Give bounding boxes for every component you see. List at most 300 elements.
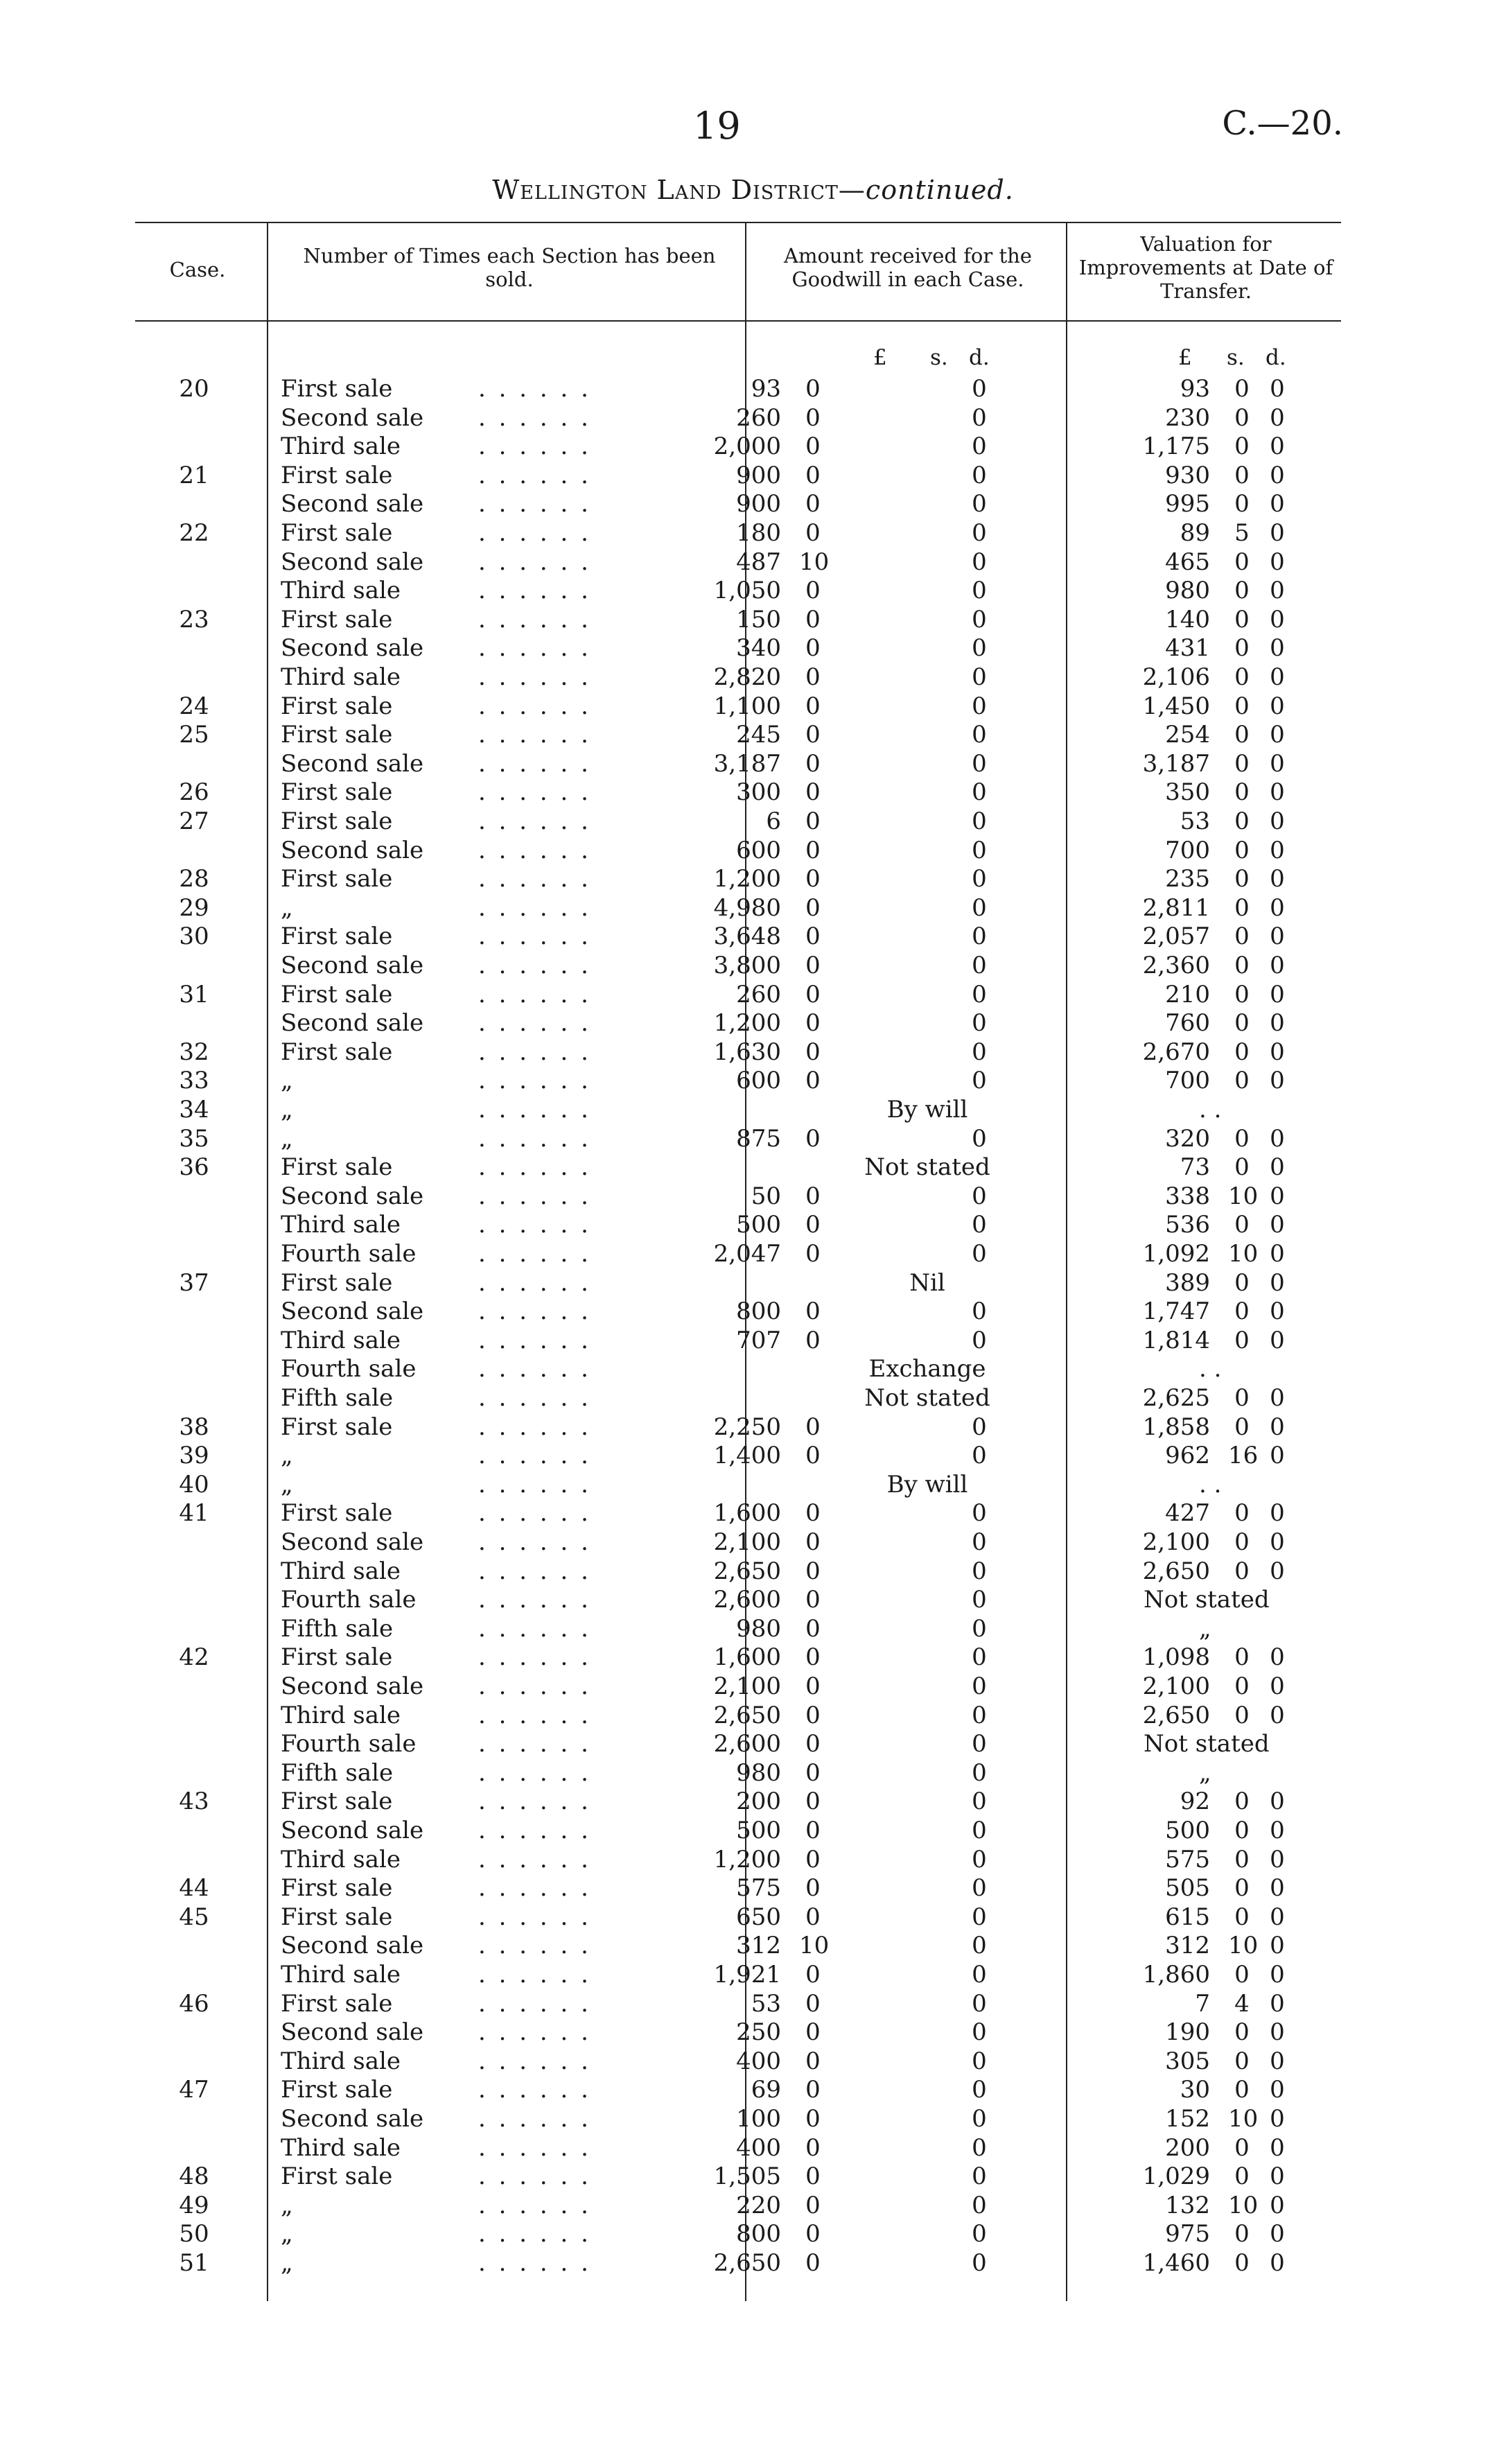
- valuation-note: Not stated: [1144, 1730, 1270, 1758]
- amount-pence: 0: [972, 490, 987, 518]
- valuation-pounds: 312: [1165, 1932, 1210, 1960]
- valuation-pounds: 1,814: [1142, 1326, 1210, 1354]
- valuation-pence: 0: [1270, 403, 1285, 432]
- sale-label: First sale: [281, 519, 393, 547]
- amount-pounds: 180: [736, 519, 781, 547]
- district-name: Wellington Land District: [492, 175, 839, 205]
- table-row: [0, 692, 1506, 721]
- valuation-pounds: 2,106: [1142, 663, 1210, 691]
- case-number: 36: [179, 1153, 209, 1182]
- amount-pounds: 300: [736, 778, 781, 807]
- table-row: [0, 2191, 1506, 2220]
- valuation-pence: 0: [1270, 605, 1285, 634]
- valuation-pence: 0: [1270, 2105, 1285, 2133]
- valuation-pounds: 210: [1165, 980, 1210, 1008]
- table-row: [0, 1441, 1506, 1470]
- amount-shillings-unit: s.: [930, 345, 948, 370]
- amount-pounds: 1,200: [713, 1845, 781, 1873]
- leader-dots: . . . . . .: [478, 836, 591, 864]
- valuation-pence: 0: [1270, 2162, 1285, 2191]
- amount-shillings: 0: [805, 1758, 821, 1787]
- table-row: [0, 1528, 1506, 1557]
- sale-label: Second sale: [281, 836, 424, 864]
- table-row: [0, 720, 1506, 749]
- valuation-shillings: 0: [1234, 663, 1250, 691]
- valuation-pence: 0: [1270, 1701, 1285, 1729]
- case-number: 38: [179, 1413, 209, 1441]
- valuation-pence: 0: [1270, 1038, 1285, 1066]
- sale-label: First sale: [281, 1413, 393, 1441]
- valuation-pounds: 975: [1165, 2220, 1210, 2248]
- amount-pence: 0: [972, 778, 987, 807]
- valuation-pence: 0: [1270, 1384, 1285, 1412]
- leader-dots: . . . . . .: [478, 1384, 591, 1412]
- valuation-pounds: 92: [1180, 1788, 1210, 1816]
- table-row: [0, 1153, 1506, 1182]
- valuation-pence: 0: [1270, 2220, 1285, 2248]
- sale-label: First sale: [281, 2162, 393, 2191]
- sale-label: Second sale: [281, 1297, 424, 1326]
- amount-shillings: 0: [805, 1240, 821, 1268]
- sale-label: Third sale: [281, 577, 401, 605]
- amount-pence: 0: [972, 1009, 987, 1038]
- sale-label: „: [281, 1067, 293, 1095]
- amount-pounds: 1,600: [713, 1643, 781, 1672]
- sale-label: Second sale: [281, 952, 424, 979]
- amount-pence-unit: d.: [969, 345, 990, 370]
- valuation-shillings: 0: [1234, 980, 1250, 1008]
- valuation-pence: 0: [1270, 1817, 1285, 1844]
- valuation-pounds: 427: [1165, 1499, 1210, 1528]
- amount-shillings: 0: [805, 519, 821, 547]
- leader-dots: . . . . . .: [478, 1124, 591, 1153]
- amount-pounds: 2,650: [713, 2249, 781, 2277]
- valuation-shillings: 0: [1234, 1701, 1250, 1729]
- amount-pence: 0: [972, 605, 987, 634]
- sale-label: „: [281, 1470, 293, 1499]
- amount-pence: 0: [972, 519, 987, 547]
- leader-dots: . . . . . .: [478, 1182, 591, 1210]
- page-number: 19: [693, 104, 741, 148]
- case-number: 32: [179, 1038, 209, 1066]
- sale-label: Third sale: [281, 1557, 401, 1585]
- amount-shillings: 0: [805, 1672, 821, 1700]
- valuation-pence: 0: [1270, 1124, 1285, 1153]
- amount-pence: 0: [972, 836, 987, 864]
- sale-label: „: [281, 1124, 293, 1153]
- valuation-pence: 0: [1270, 1211, 1285, 1239]
- table-row: [0, 2104, 1506, 2133]
- sale-label: Third sale: [281, 2047, 401, 2075]
- valuation-shillings: 0: [1234, 1153, 1250, 1182]
- leader-dots: . . . . . .: [478, 1499, 591, 1528]
- table-row: [0, 1297, 1506, 1326]
- valuation-shillings: 0: [1234, 403, 1250, 432]
- amount-shillings: 0: [805, 375, 821, 403]
- case-number: 42: [179, 1643, 209, 1672]
- amount-pence: 0: [972, 403, 987, 432]
- valuation-pence: 0: [1270, 1297, 1285, 1326]
- sale-label: Second sale: [281, 1817, 424, 1844]
- valuation-pence: 0: [1270, 1268, 1285, 1297]
- amount-note: Not stated: [864, 1384, 990, 1412]
- amount-shillings: 0: [805, 1730, 821, 1758]
- valuation-note: „: [1199, 1758, 1211, 1787]
- valuation-shillings: 0: [1234, 548, 1250, 576]
- leader-dots: . . . . . .: [478, 721, 591, 749]
- table-row: [0, 1614, 1506, 1643]
- leader-dots: . . . . . .: [478, 1701, 591, 1729]
- valuation-pounds: 2,100: [1142, 1528, 1210, 1556]
- case-number: 31: [179, 980, 209, 1008]
- amount-shillings: 0: [805, 1961, 821, 1989]
- amount-shillings: 0: [805, 1038, 821, 1066]
- leader-dots: . . . . . .: [478, 2162, 591, 2191]
- sale-label: Second sale: [281, 1932, 424, 1960]
- valuation-pounds: 338: [1165, 1182, 1210, 1210]
- case-number: 28: [179, 865, 209, 893]
- amount-pence: 0: [972, 1182, 987, 1210]
- leader-dots: . . . . . .: [478, 749, 591, 778]
- case-number: 30: [179, 923, 209, 951]
- table-row: [0, 2248, 1506, 2278]
- valuation-shillings: 0: [1234, 1211, 1250, 1239]
- table-row: [0, 1182, 1506, 1211]
- sale-label: First sale: [281, 721, 393, 749]
- amount-pounds: 100: [736, 2105, 781, 2133]
- amount-shillings: 0: [805, 461, 821, 489]
- amount-shillings: 0: [805, 1326, 821, 1354]
- valuation-pounds: 2,100: [1142, 1672, 1210, 1700]
- amount-shillings: 10: [799, 1932, 830, 1960]
- valuation-pence: 0: [1270, 923, 1285, 951]
- valuation-shillings: 0: [1234, 1038, 1250, 1066]
- valuation-shillings: 0: [1234, 432, 1250, 461]
- valuation-shillings: 0: [1234, 1817, 1250, 1844]
- amount-pounds: 2,250: [713, 1413, 781, 1441]
- amount-pounds: 875: [736, 1124, 781, 1153]
- sale-label: First sale: [281, 461, 393, 489]
- table-top-rule: [135, 222, 1341, 223]
- leader-dots: . . . . . .: [478, 1413, 591, 1441]
- amount-pounds: 900: [736, 490, 781, 518]
- amount-shillings: 0: [805, 605, 821, 634]
- valuation-shillings: 0: [1234, 1326, 1250, 1354]
- valuation-shillings: 0: [1234, 634, 1250, 663]
- valuation-pounds: 465: [1165, 548, 1210, 576]
- valuation-shillings: 0: [1234, 952, 1250, 979]
- amount-pence: 0: [972, 1903, 987, 1931]
- valuation-shillings: 10: [1228, 1240, 1259, 1268]
- sale-label: Second sale: [281, 2105, 424, 2133]
- valuation-pounds: 1,092: [1142, 1240, 1210, 1268]
- table-row: [0, 634, 1506, 663]
- amount-pounds: 1,200: [713, 865, 781, 893]
- case-number: 45: [179, 1903, 209, 1931]
- sale-label: „: [281, 1442, 293, 1470]
- valuation-shillings: 0: [1234, 2047, 1250, 2075]
- amount-pence: 0: [972, 663, 987, 691]
- valuation-pounds: 93: [1180, 375, 1210, 403]
- amount-pounds: 487: [736, 548, 781, 576]
- valuation-note: . .: [1199, 1355, 1222, 1383]
- amount-pence: 0: [972, 548, 987, 576]
- valuation-pence: 0: [1270, 1499, 1285, 1528]
- case-number: 37: [179, 1268, 209, 1297]
- case-number: 50: [179, 2220, 209, 2248]
- valuation-pounds: 1,029: [1142, 2162, 1210, 2191]
- case-number: 20: [179, 375, 209, 403]
- sale-label: „: [281, 2191, 293, 2219]
- sale-label: First sale: [281, 1643, 393, 1672]
- leader-dots: . . . . . .: [478, 1932, 591, 1960]
- amount-shillings: 0: [805, 1528, 821, 1556]
- valuation-shillings: 0: [1234, 1413, 1250, 1441]
- leader-dots: . . . . . .: [478, 1817, 591, 1844]
- amount-pence: 0: [972, 1672, 987, 1700]
- amount-pence: 0: [972, 980, 987, 1008]
- leader-dots: . . . . . .: [478, 519, 591, 547]
- valuation-shillings: 0: [1234, 2018, 1250, 2047]
- valuation-shillings: 0: [1234, 1297, 1250, 1326]
- leader-dots: . . . . . .: [478, 1557, 591, 1585]
- valuation-shillings: 0: [1234, 1557, 1250, 1585]
- valuation-pence: 0: [1270, 2018, 1285, 2047]
- sale-label: First sale: [281, 1989, 393, 2018]
- sale-label: First sale: [281, 923, 393, 951]
- amount-shillings: 0: [805, 1788, 821, 1816]
- amount-shillings: 0: [805, 1124, 821, 1153]
- amount-shillings: 0: [805, 749, 821, 778]
- table-row: [0, 2018, 1506, 2047]
- amount-pounds: 600: [736, 836, 781, 864]
- sale-label: Second sale: [281, 1528, 424, 1556]
- amount-pence: 0: [972, 1297, 987, 1326]
- leader-dots: . . . . . .: [478, 1586, 591, 1614]
- amount-shillings: 0: [805, 865, 821, 893]
- amount-pounds: 3,648: [713, 923, 781, 951]
- valuation-shillings: 0: [1234, 605, 1250, 634]
- amount-pence: 0: [972, 1989, 987, 2018]
- table-row: [0, 2047, 1506, 2076]
- amount-shillings: 0: [805, 432, 821, 461]
- valuation-pence: 0: [1270, 1182, 1285, 1210]
- leader-dots: . . . . . .: [478, 1268, 591, 1297]
- valuation-shillings: 0: [1234, 865, 1250, 893]
- amount-shillings: 0: [805, 1211, 821, 1239]
- amount-pounds: 3,800: [713, 952, 781, 979]
- sale-label: First sale: [281, 605, 393, 634]
- amount-shillings: 0: [805, 1557, 821, 1585]
- valuation-pence: 0: [1270, 1788, 1285, 1816]
- amount-note: By will: [886, 1096, 968, 1124]
- valuation-pounds: 431: [1165, 634, 1210, 663]
- sale-label: „: [281, 893, 293, 922]
- valuation-pounds: 1,460: [1142, 2249, 1210, 2277]
- amount-note: Exchange: [868, 1355, 986, 1383]
- sale-label: Fourth sale: [281, 1240, 417, 1268]
- amount-pounds: 69: [751, 2076, 781, 2104]
- valuation-shillings: 0: [1234, 2162, 1250, 2191]
- table-row: [0, 1672, 1506, 1701]
- leader-dots: . . . . . .: [478, 1038, 591, 1066]
- amount-pounds: 150: [736, 605, 781, 634]
- valuation-shillings: 0: [1234, 2249, 1250, 2277]
- sale-label: Third sale: [281, 432, 401, 461]
- amount-pence: 0: [972, 1557, 987, 1585]
- amount-shillings: 0: [805, 2018, 821, 2047]
- valuation-shillings: 0: [1234, 1845, 1250, 1873]
- column-header-times-sold: Number of Times each Section has been sold.: [303, 244, 716, 291]
- table-row: [0, 1931, 1506, 1960]
- leader-dots: . . . . . .: [478, 1240, 591, 1268]
- valuation-pence: 0: [1270, 2191, 1285, 2219]
- valuation-pence: 0: [1270, 519, 1285, 547]
- amount-pounds: 2,650: [713, 1701, 781, 1729]
- valuation-pence: 0: [1270, 375, 1285, 403]
- valuation-shillings: 0: [1234, 1499, 1250, 1528]
- table-row: [0, 836, 1506, 865]
- valuation-shillings: 0: [1234, 721, 1250, 749]
- leader-dots: . . . . . .: [478, 577, 591, 605]
- table-row: [0, 1787, 1506, 1816]
- leader-dots: . . . . . .: [478, 1874, 591, 1903]
- amount-shillings: 0: [805, 490, 821, 518]
- sale-label: Fifth sale: [281, 1614, 394, 1643]
- valuation-pence: 0: [1270, 1528, 1285, 1556]
- amount-pounds: 1,630: [713, 1038, 781, 1066]
- leader-dots: . . . . . .: [478, 692, 591, 720]
- table-row: [0, 432, 1506, 461]
- leader-dots: . . . . . .: [478, 1470, 591, 1499]
- leader-dots: . . . . . .: [478, 2133, 591, 2162]
- valuation-pence: 0: [1270, 2133, 1285, 2162]
- valuation-shillings: 0: [1234, 461, 1250, 489]
- valuation-pence: 0: [1270, 1240, 1285, 1268]
- case-number: 44: [179, 1874, 209, 1903]
- amount-pounds: 980: [736, 1614, 781, 1643]
- valuation-pounds: 350: [1165, 778, 1210, 807]
- case-number: 47: [179, 2076, 209, 2104]
- series-reference: C.—20.: [1222, 104, 1343, 143]
- sale-label: First sale: [281, 2076, 393, 2104]
- valuation-pence: 0: [1270, 548, 1285, 576]
- amount-shillings: 0: [805, 2249, 821, 2277]
- leader-dots: . . . . . .: [478, 893, 591, 922]
- table-row: [0, 1557, 1506, 1586]
- valuation-pounds: 700: [1165, 1067, 1210, 1095]
- amount-shillings: 0: [805, 1989, 821, 2018]
- case-number: 33: [179, 1067, 209, 1095]
- table-row: [0, 518, 1506, 548]
- valuation-pounds: 235: [1165, 865, 1210, 893]
- valuation-pounds: 73: [1180, 1153, 1210, 1182]
- valuation-shillings: 0: [1234, 778, 1250, 807]
- valuation-pence: 0: [1270, 1557, 1285, 1585]
- sale-label: Third sale: [281, 2133, 401, 2162]
- valuation-pence: 0: [1270, 2076, 1285, 2104]
- amount-pence: 0: [972, 1211, 987, 1239]
- table-row: [0, 489, 1506, 518]
- valuation-pence: 0: [1270, 1961, 1285, 1989]
- sale-label: Fourth sale: [281, 1730, 417, 1758]
- amount-pounds: 250: [736, 2018, 781, 2047]
- table-row: [0, 403, 1506, 432]
- amount-pence: 0: [972, 1845, 987, 1873]
- amount-shillings: 0: [805, 692, 821, 720]
- sale-label: Third sale: [281, 1845, 401, 1873]
- valuation-shillings: 10: [1228, 1182, 1259, 1210]
- amount-shillings: 0: [805, 2076, 821, 2104]
- amount-pounds: 2,000: [713, 432, 781, 461]
- amount-pence: 0: [972, 1442, 987, 1470]
- table-row: [0, 1816, 1506, 1845]
- leader-dots: . . . . . .: [478, 605, 591, 634]
- sale-label: Second sale: [281, 548, 424, 576]
- valuation-pounds: 200: [1165, 2133, 1210, 2162]
- sale-label: First sale: [281, 1788, 393, 1816]
- amount-pence: 0: [972, 749, 987, 778]
- amount-shillings: 0: [805, 1182, 821, 1210]
- leader-dots: . . . . . .: [478, 1845, 591, 1873]
- amount-pence: 0: [972, 2133, 987, 2162]
- valuation-pounds: 995: [1165, 490, 1210, 518]
- table-row: [0, 1470, 1506, 1499]
- case-number: 24: [179, 692, 209, 720]
- table-row: [0, 1585, 1506, 1614]
- valuation-shillings: 0: [1234, 1903, 1250, 1931]
- table-row: [0, 1326, 1506, 1355]
- valuation-shillings: 0: [1234, 692, 1250, 720]
- sale-label: Third sale: [281, 1961, 401, 1989]
- amount-note: Nil: [909, 1268, 945, 1297]
- amount-shillings: 0: [805, 2047, 821, 2075]
- amount-pounds: 53: [751, 1989, 781, 2018]
- leader-dots: . . . . . .: [478, 1961, 591, 1989]
- amount-pounds: 220: [736, 2191, 781, 2219]
- valuation-pounds: 320: [1165, 1124, 1210, 1153]
- valuation-shillings: 5: [1234, 519, 1250, 547]
- case-number: 35: [179, 1124, 209, 1153]
- valuation-pounds: 2,360: [1142, 952, 1210, 979]
- column-header-case: Case.: [169, 258, 226, 281]
- amount-pounds: 500: [736, 1817, 781, 1844]
- amount-pence: 0: [972, 2047, 987, 2075]
- table-row: [0, 663, 1506, 692]
- amount-shillings: 0: [805, 980, 821, 1008]
- table-row: [0, 893, 1506, 923]
- case-number: 25: [179, 721, 209, 749]
- valuation-shillings: 0: [1234, 923, 1250, 951]
- amount-pounds: 800: [736, 2220, 781, 2248]
- valuation-pence: 0: [1270, 1845, 1285, 1873]
- amount-pence: 0: [972, 1586, 987, 1614]
- amount-pounds: 312: [736, 1932, 781, 1960]
- valuation-pounds: 3,187: [1142, 749, 1210, 778]
- valuation-shillings-unit: s.: [1227, 345, 1245, 370]
- table-row: [0, 922, 1506, 951]
- table-row: [0, 1008, 1506, 1038]
- amount-pounds: 800: [736, 1297, 781, 1326]
- valuation-note: Not stated: [1144, 1586, 1270, 1614]
- sale-label: Third sale: [281, 1211, 401, 1239]
- case-number: 48: [179, 2162, 209, 2191]
- amount-shillings: 0: [805, 1614, 821, 1643]
- valuation-pence: 0: [1270, 1989, 1285, 2018]
- amount-pence: 0: [972, 2249, 987, 2277]
- valuation-pounds: 53: [1180, 807, 1210, 835]
- amount-pounds: 2,100: [713, 1528, 781, 1556]
